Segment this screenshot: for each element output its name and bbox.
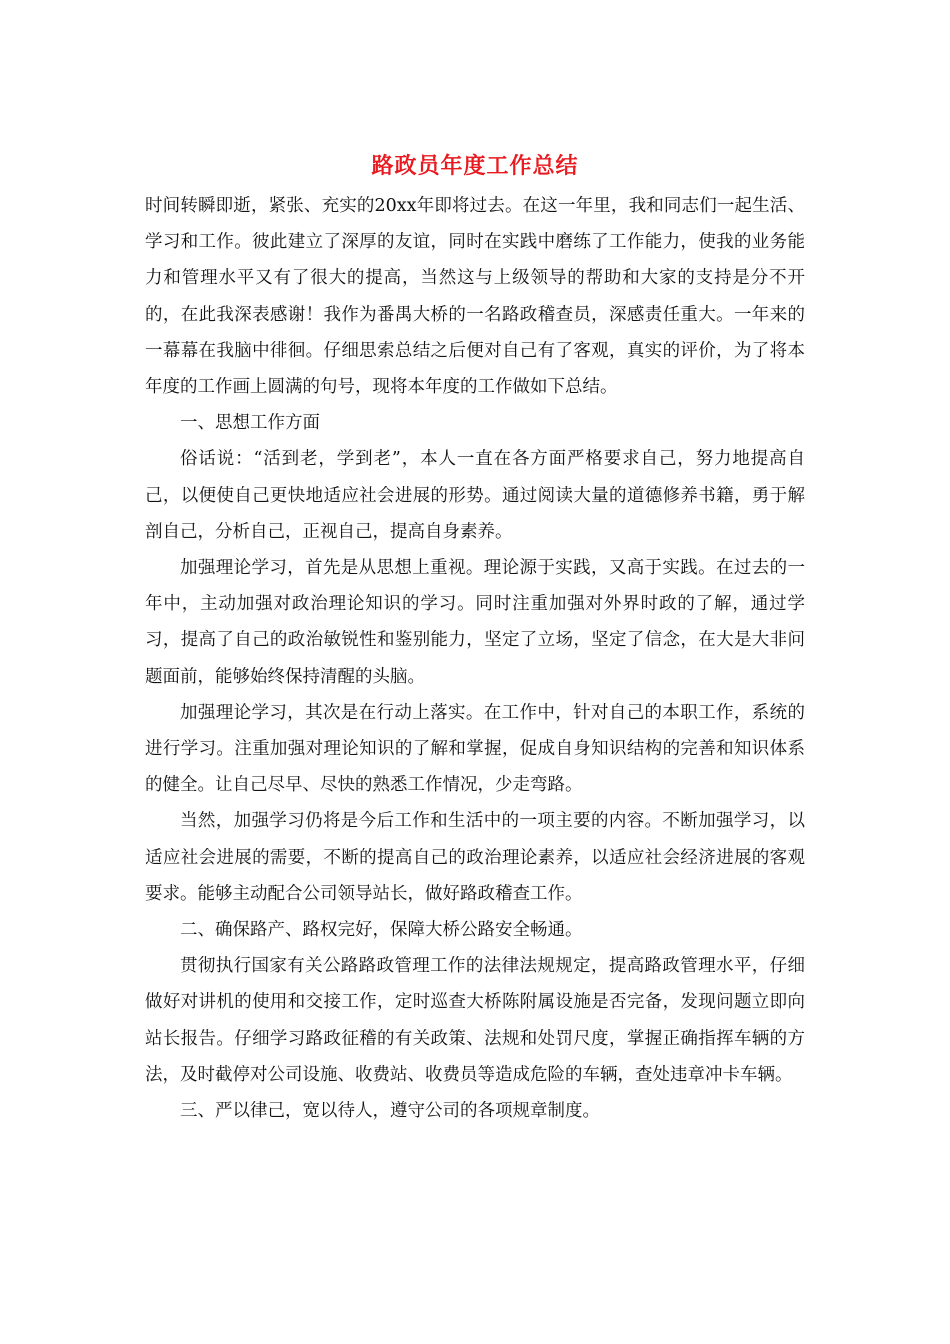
paragraph: 加强理论学习，首先是从思想上重视。理论源于实践，又高于实践。在过去的一年中，主动加强对政治理论知识的学习。同时注重加强对外界时政的了解，通过学习，提高了自己的政治敏锐性和鉴别能力，坚定了立场，坚定了信念，在大是大非问题面前，能够始终保持清醒的头脑。 bbox=[145, 558, 805, 687]
section-heading-discipline: 三、严以律己，宽以待人，遵守公司的各项规章制度。 bbox=[180, 1101, 600, 1122]
paragraph: 贯彻执行国家有关公路路政管理工作的法律法规规定，提高路政管理水平，仔细做好对讲机的使用和交接工作，定时巡查大桥陈附属设施是否完备，发现问题立即向站长报告。仔细学习路政征稽的有关政策、法规和处罚尺度，掌握正确指挥车辆的方法，及时截停对公司设施、收费站、收费员等造成危险的车辆，查处违章冲卡车辆。 bbox=[145, 956, 805, 1085]
paragraph: 加强理论学习，其次是在行动上落实。在工作中，针对自己的本职工作，系统的进行学习。注重加强对理论知识的了解和掌握，促成自身知识结构的完善和知识体系的健全。让自己尽早、尽快的熟悉工作情况，少走弯路。 bbox=[145, 702, 805, 796]
document-body bbox=[145, 188, 805, 1129]
section-heading-ideology: 一、思想工作方面 bbox=[180, 413, 320, 434]
paragraph: 当然，加强学习仍将是今后工作和生活中的一项主要的内容。不断加强学习，以适应社会进展的需要，不断的提高自己的政治理论素养，以适应社会经济进展的客观要求。能够主动配合公司领导站长，做好路政稽查工作。 bbox=[145, 811, 805, 904]
document-page bbox=[145, 148, 805, 1129]
section-heading-road-rights: 二、确保路产、路权完好，保障大桥公路安全畅通。 bbox=[180, 920, 583, 941]
paragraph-intro: 时间转瞬即逝，紧张、充实的20xx年即将过去。在这一年里，我和同志们一起生活、学习和工作。彼此建立了深厚的友谊，同时在实践中磨练了工作能力，使我的业务能力和管理水平又有了很大的提高，当然这与上级领导的帮助和大家的支持是分不开的，在此我深表感谢！我作为番禺大桥的一名路政稽查员，深感责任重大。一年来的一幕幕在我脑中徘徊。仔细思索总结之后便对自己有了客观，真实的评价，为了将本年度的工作画上圆满的句号，现将本年度的工作做如下总结。 bbox=[145, 196, 805, 398]
paragraph: 俗话说：“活到老，学到老”，本人一直在各方面严格要求自己，努力地提高自己，以便使自己更快地适应社会进展的形势。通过阅读大量的道德修养书籍，勇于解剖自己，分析自己，正视自己，提高自身素养。 bbox=[145, 449, 805, 542]
document-title: 路政员年度工作总结 bbox=[371, 154, 579, 179]
